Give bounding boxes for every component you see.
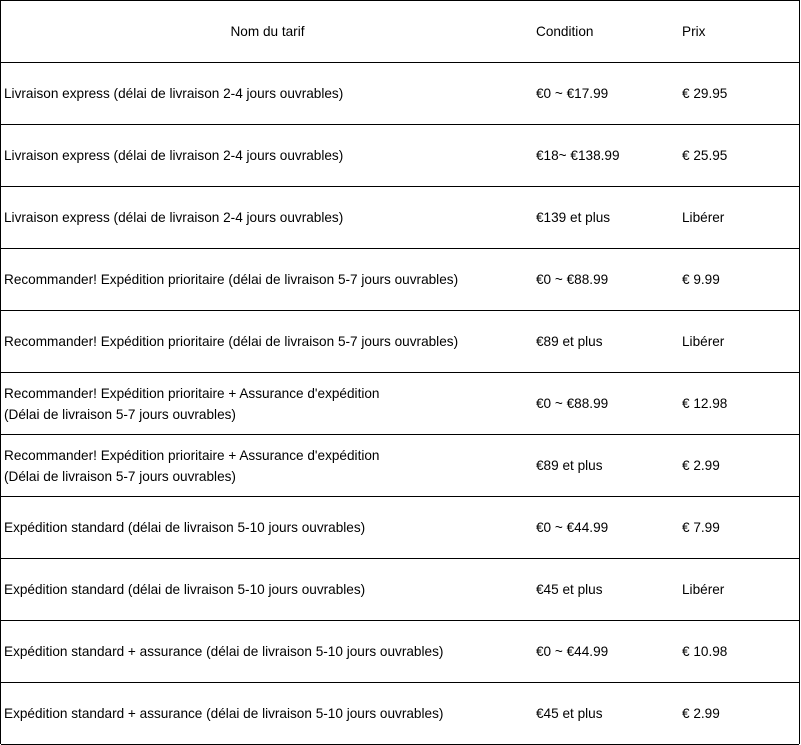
header-price: Prix <box>682 24 706 39</box>
table-row <box>1 621 799 683</box>
rate-name-cell: Livraison express (délai de livraison 2-4 jours ouvrables) <box>4 148 344 163</box>
price-cell: € 9.99 <box>682 272 720 287</box>
condition-cell: €45 et plus <box>536 706 603 721</box>
table-header-row <box>1 1 799 63</box>
rate-name-cell: Expédition standard (délai de livraison 5-10 jours ouvrables) <box>4 582 366 597</box>
price-cell: Libérer <box>682 334 725 349</box>
table-row <box>1 249 799 311</box>
rate-name-cell: Recommander! Expédition prioritaire + Assurance d'expédition (Délai de livraison 5-7 jours ouvrables) <box>4 447 380 484</box>
condition-cell: €0 ~ €44.99 <box>536 520 609 535</box>
table-row <box>1 63 799 125</box>
table-row <box>1 125 799 187</box>
condition-cell: €0 ~ €17.99 <box>536 86 609 101</box>
price-cell: € 12.98 <box>682 396 728 411</box>
rate-name-cell: Livraison express (délai de livraison 2-4 jours ouvrables) <box>4 210 344 225</box>
price-cell: € 2.99 <box>682 458 720 473</box>
header-condition: Condition <box>536 24 594 39</box>
rate-name-cell: Recommander! Expédition prioritaire + Assurance d'expédition (Délai de livraison 5-7 jours ouvrables) <box>4 385 380 422</box>
price-cell: € 29.95 <box>682 86 728 101</box>
table-row <box>1 683 799 745</box>
rate-name-cell: Livraison express (délai de livraison 2-4 jours ouvrables) <box>4 86 344 101</box>
rate-name-cell: Recommander! Expédition prioritaire (délai de livraison 5-7 jours ouvrables) <box>4 272 459 287</box>
condition-cell: €45 et plus <box>536 582 603 597</box>
table-row <box>1 311 799 373</box>
condition-cell: €0 ~ €88.99 <box>536 396 609 411</box>
price-cell: Libérer <box>682 210 725 225</box>
rate-name-cell: Expédition standard + assurance (délai de livraison 5-10 jours ouvrables) <box>4 706 444 721</box>
table-row <box>1 373 799 435</box>
condition-cell: €0 ~ €88.99 <box>536 272 609 287</box>
price-cell: € 2.99 <box>682 706 720 721</box>
header-rate-name: Nom du tarif <box>230 24 305 39</box>
rate-name-cell: Recommander! Expédition prioritaire (délai de livraison 5-7 jours ouvrables) <box>4 334 459 349</box>
table-row <box>1 559 799 621</box>
condition-cell: €89 et plus <box>536 334 603 349</box>
condition-cell: €18~ €138.99 <box>536 148 620 163</box>
condition-cell: €139 et plus <box>536 210 611 225</box>
table-row <box>1 497 799 559</box>
table-row <box>1 187 799 249</box>
table-row <box>1 435 799 497</box>
price-cell: € 10.98 <box>682 644 728 659</box>
price-cell: € 25.95 <box>682 148 728 163</box>
rate-name-cell: Expédition standard (délai de livraison 5-10 jours ouvrables) <box>4 520 366 535</box>
price-cell: Libérer <box>682 582 725 597</box>
condition-cell: €0 ~ €44.99 <box>536 644 609 659</box>
rate-name-cell: Expédition standard + assurance (délai de livraison 5-10 jours ouvrables) <box>4 644 444 659</box>
condition-cell: €89 et plus <box>536 458 603 473</box>
price-cell: € 7.99 <box>682 520 720 535</box>
